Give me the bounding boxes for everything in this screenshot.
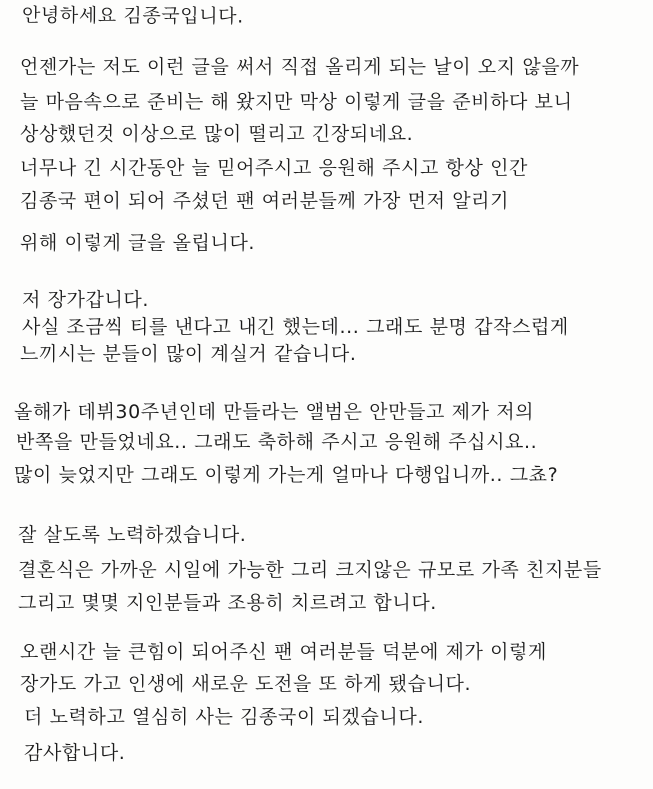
letter-line: 저 장가갑니다. [22,289,150,311]
letter-line: 반쪽을 만들었네요.. 그래도 축하해 주시고 응원해 주십시요.. [16,431,538,453]
letter-line: 상상했던것 이상으로 많이 떨리고 긴장되네요. [20,123,414,145]
letter-line: 잘 살도록 노력하겠습니다. [18,524,247,546]
letter-line: 그리고 몇몇 지인분들과 조용히 치르려고 합니다. [18,592,437,614]
letter-line: 많이 늦었지만 그래도 이렇게 가는게 얼마나 다행입니까.. 그쵸? [14,464,559,486]
letter-line: 느끼시는 분들이 많이 계실거 같습니다. [20,343,357,365]
letter-line: 너무나 긴 시간동안 늘 믿어주시고 응원해 주시고 항상 인간 [20,157,529,179]
letter-line: 늘 마음속으로 준비는 해 왔지만 막상 이렇게 글을 준비하다 보니 [20,91,573,113]
letter-line: 더 노력하고 열심히 사는 김종국이 되겠습니다. [24,706,424,728]
letter-line: 사실 조금씩 티를 낸다고 내긴 했는데... 그래도 분명 갑작스럽게 [22,316,569,338]
letter-line: 장가도 가고 인생에 새로운 도전을 또 하게 됐습니다. [20,673,472,695]
letter-line: 김종국 편이 되어 주셨던 팬 여러분들께 가장 먼저 알리기 [20,190,510,212]
letter-line: 오랜시간 늘 큰힘이 되어주신 팬 여러분들 덕분에 제가 이렇게 [20,641,547,663]
letter-line: 언젠가는 저도 이런 글을 써서 직접 올리게 되는 날이 오지 않을까 [20,56,580,78]
letter-line: 결혼식은 가까운 시일에 가능한 그리 크지않은 규모로 가족 친지분들 [18,559,602,581]
letter-line: 위해 이렇게 글을 올립니다. [20,232,256,254]
letter-line: 올해가 데뷔30주년인데 만들라는 앨범은 안만들고 제가 저의 [14,401,535,423]
letter-greeting: 안녕하세요 김종국입니다. [21,4,244,28]
letter-closing: 감사합니다. [24,742,126,764]
